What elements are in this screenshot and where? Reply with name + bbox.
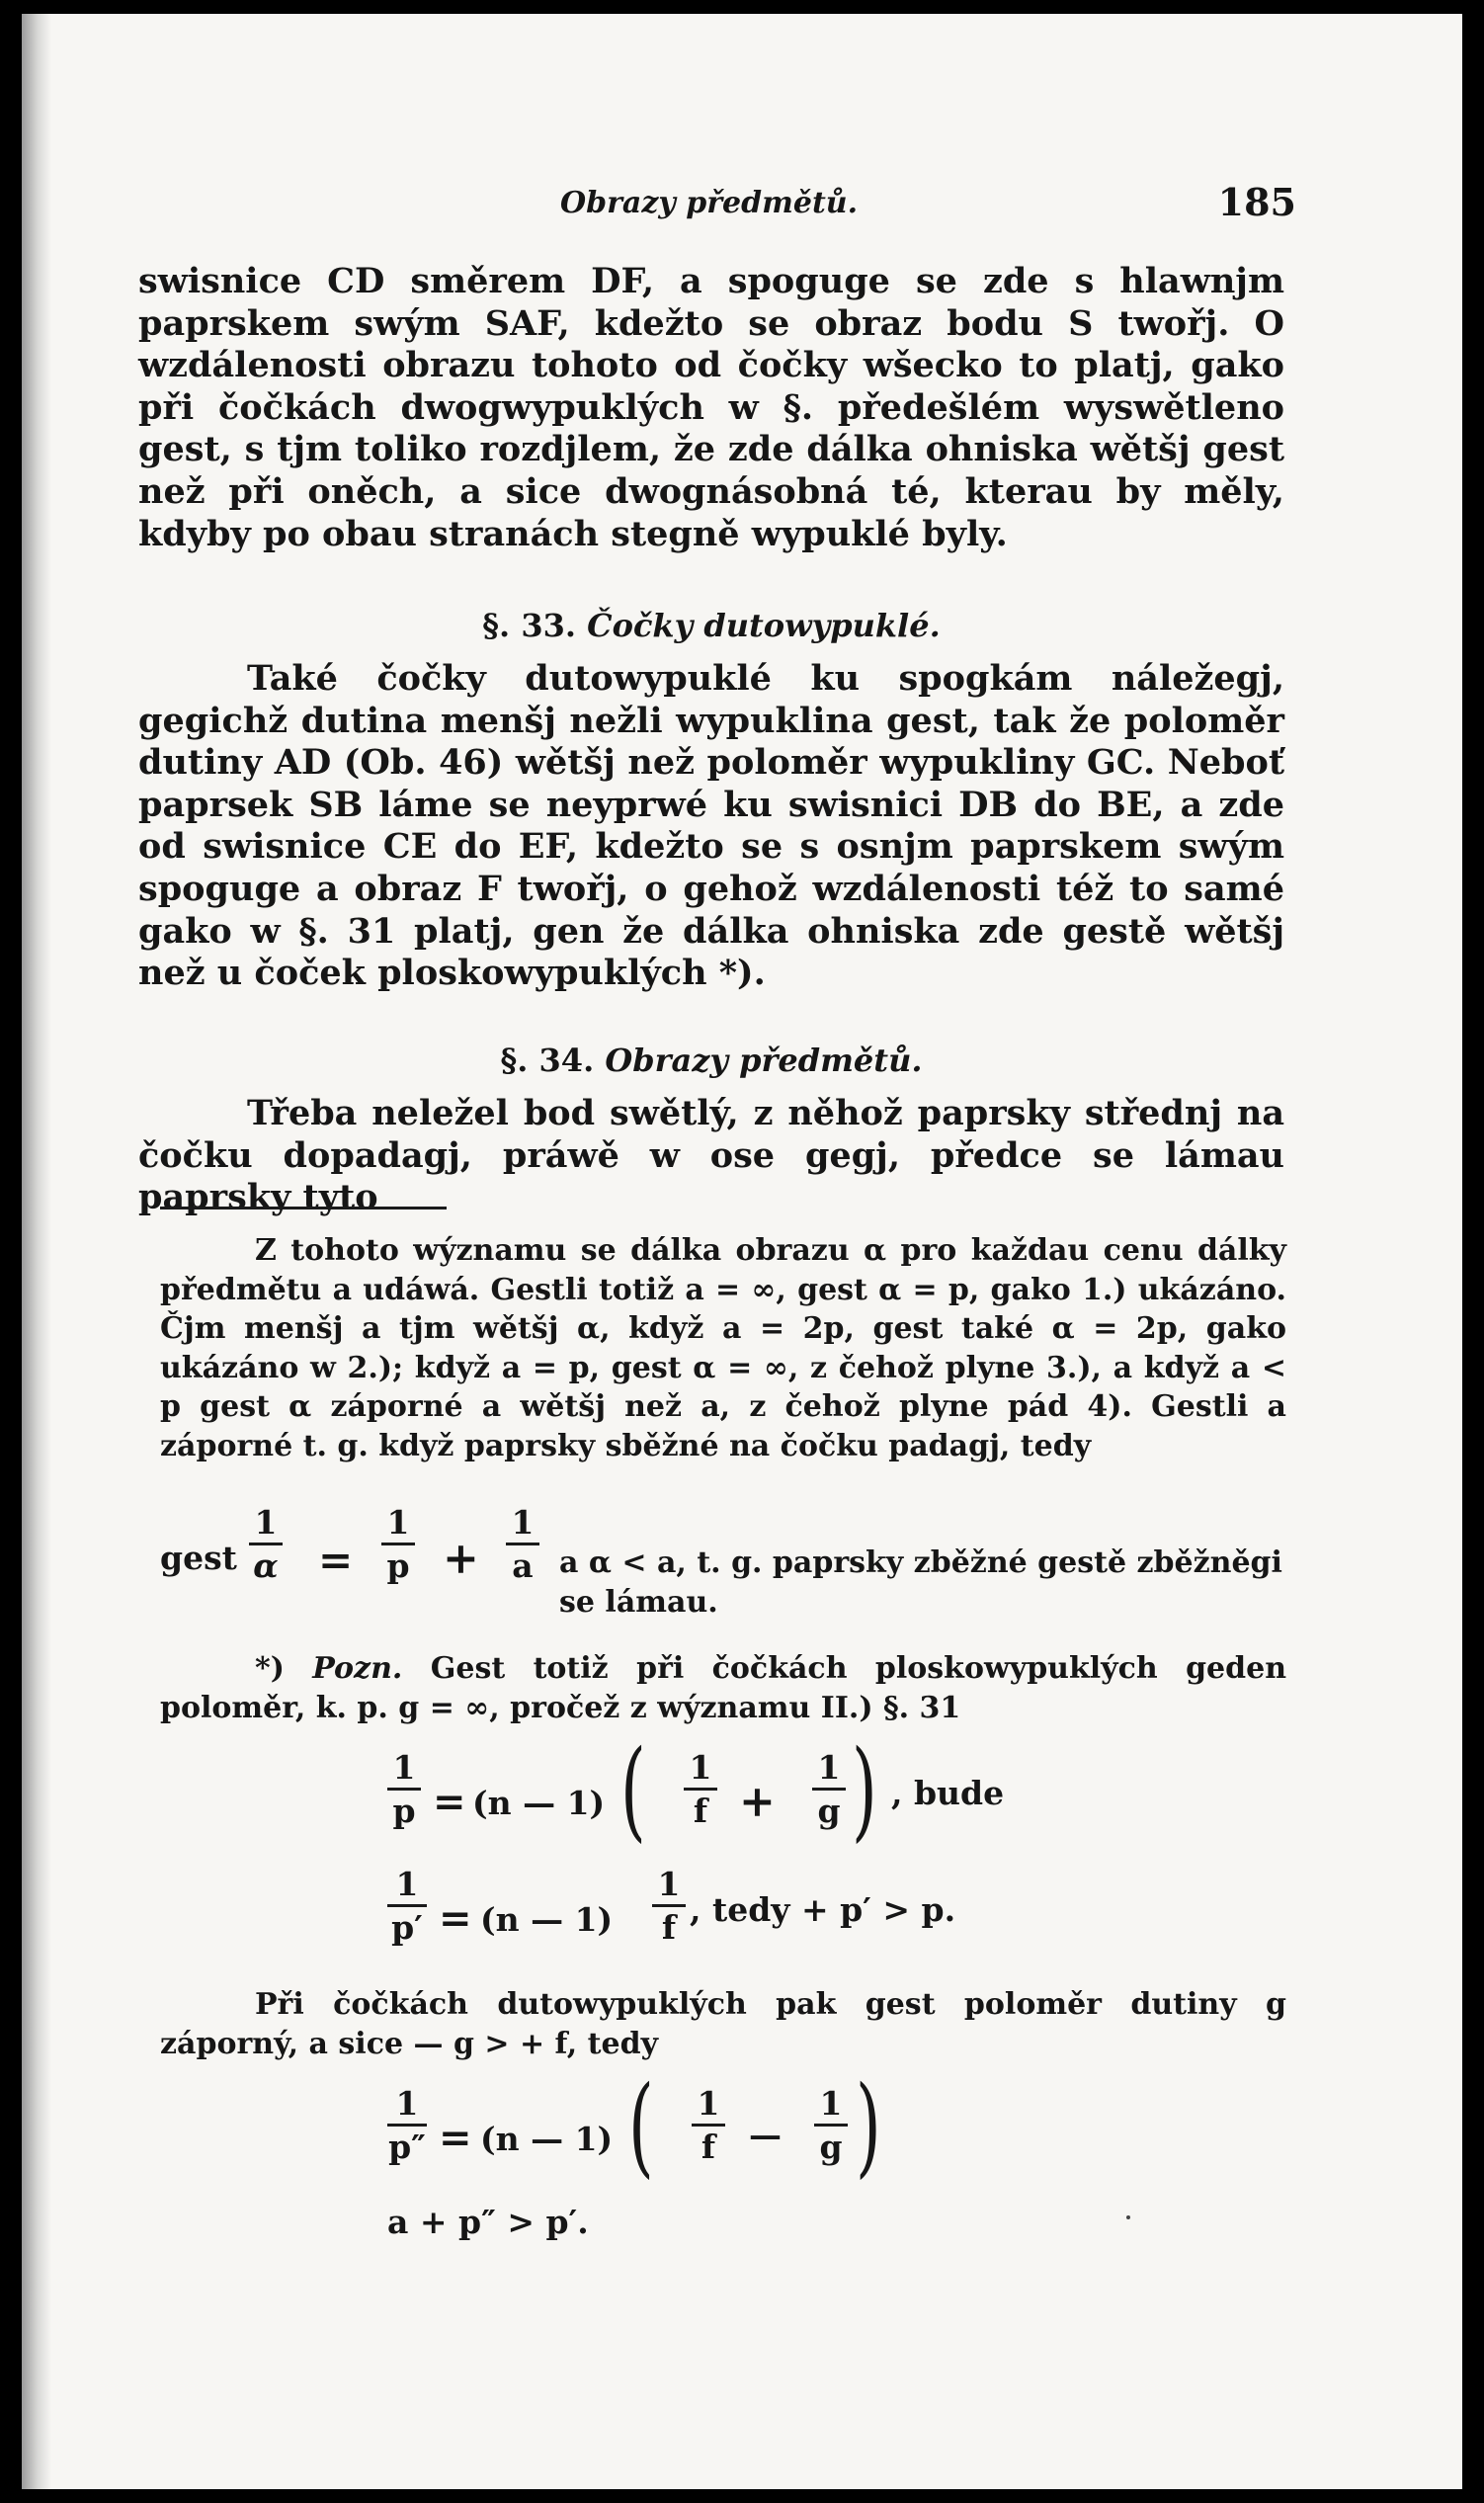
- factor-n-minus-1: (n — 1): [480, 1900, 614, 1939]
- eq-word: gest: [160, 1539, 237, 1577]
- book-page: [22, 14, 1462, 2489]
- paragraph-text: Také čočky dutowypuklé ku spogkám náležegj, gegichž dutina menšj nežli wypuklina gest, tak že poloměr dutiny AD (Ob. 46) wětšj než poloměr wypukliny GC. Neboť paprsek SB láme se neyprwé ku swisnici DB do BE, a zde od swisnice CE do EF, kdežto se s osnjm paprskem swým spoguge a obraz F twořj, o gehož wzdálenosti též to samé gako w §. 31 platj, gen že dálka ohniska zde gestě wětšj než u čoček ploskowypuklých *).: [138, 658, 1284, 994]
- numerator: 1: [697, 2084, 720, 2123]
- numerator: 1: [392, 1748, 416, 1787]
- factor-n-minus-1: (n — 1): [480, 2120, 614, 2158]
- left-paren: (: [628, 2062, 654, 2189]
- denominator: p: [386, 1546, 410, 1585]
- fraction-1-alpha: [249, 1503, 283, 1585]
- fraction-bar: [387, 1904, 427, 1907]
- fraction-bar: [381, 1543, 415, 1545]
- equals-sign: =: [433, 1779, 466, 1825]
- numerator: 1: [395, 1865, 419, 1903]
- eq-text: , bude: [891, 1774, 1005, 1812]
- fraction-1-f: [692, 2084, 725, 2166]
- minus-sign: —: [749, 2116, 782, 2154]
- eq-text: , tedy + p′ > p.: [690, 1890, 956, 1929]
- equation-focal-3: [387, 2062, 1079, 2189]
- denominator: g: [819, 2128, 843, 2166]
- page-spine-shadow: [22, 14, 51, 2489]
- footnote-1: [160, 1231, 1286, 1466]
- eq-text: a α < a, t. g. paprsky zběžné gestě zběžněgi se lámau.: [559, 1545, 1282, 1620]
- denominator: g: [817, 1792, 841, 1830]
- fraction-1-g: [814, 2084, 848, 2166]
- fraction-bar: [814, 2124, 848, 2127]
- section-number: §. 34.: [500, 1042, 595, 1079]
- denominator: f: [701, 2128, 716, 2166]
- footnote-text: [160, 1649, 1286, 1727]
- paragraph-continued: [138, 261, 1284, 555]
- denominator: p: [392, 1792, 416, 1830]
- numerator: 1: [386, 1503, 410, 1542]
- right-paren: ): [852, 1726, 877, 1853]
- footnote-marker: *): [255, 1651, 285, 1686]
- fraction-1-g: [812, 1748, 846, 1830]
- footnote-text: Z tohoto wýznamu se dálka obrazu α pro každau cenu dálky předmětu a udáwá. Gestli totiž a = ∞, gest α = p, gako 1.) ukázáno. Čjm menšj a tjm wětšj α, když a = 2p, gest také α = 2p, gako ukázáno w 2.); když a = p, gest α = ∞, z čehož plyne 3.), a když a < p gest α záporné a wětšj než a, z čehož plyne pád 4). Gestli a záporné t. g. když paprsky sběžné na čočku padagj, tedy: [160, 1233, 1286, 1463]
- footnote-3: [160, 1985, 1286, 2063]
- denominator: p′: [391, 1908, 423, 1947]
- paragraph-section-34: [138, 1093, 1284, 1219]
- section-heading-33: [138, 605, 1284, 647]
- numerator: 1: [511, 1503, 535, 1542]
- fraction-bar: [387, 2124, 427, 2127]
- section-title: Čočky dutowypuklé.: [587, 607, 941, 644]
- fraction-1-f: [652, 1865, 686, 1947]
- section-heading-34: [138, 1040, 1284, 1082]
- denominator: α: [253, 1546, 279, 1585]
- fraction-1-f: [684, 1748, 717, 1830]
- ink-speck: [1126, 2215, 1130, 2219]
- denominator: p″: [388, 2128, 426, 2166]
- left-paren: (: [620, 1726, 646, 1853]
- equation-lens: [160, 1503, 1286, 1620]
- eq-text: a + p″ > p′.: [387, 2203, 589, 2241]
- numerator: 1: [817, 1748, 841, 1787]
- fraction-bar: [684, 1788, 717, 1791]
- fraction-bar: [387, 1788, 421, 1791]
- factor-n-minus-1: (n — 1): [472, 1784, 606, 1822]
- denominator: f: [693, 1792, 708, 1830]
- section-title: Obrazy předmětů.: [605, 1042, 923, 1079]
- plus-sign: +: [739, 1777, 776, 1827]
- denominator: a: [512, 1546, 534, 1585]
- fraction-bar: [692, 2124, 725, 2127]
- right-paren: ): [856, 2062, 881, 2189]
- footnote-rule: [160, 1207, 447, 1210]
- fraction-1-p: [381, 1503, 415, 1585]
- paragraph-section-33: [138, 658, 1284, 995]
- page-header: [121, 180, 1296, 229]
- numerator: 1: [395, 2084, 419, 2123]
- fraction-1-p: [387, 1748, 421, 1830]
- page-number: 185: [1217, 180, 1296, 224]
- section-number: §. 33.: [482, 607, 576, 644]
- equation-focal-2: [387, 1865, 1079, 1966]
- fraction-1-a: [506, 1503, 539, 1585]
- equals-sign: =: [439, 1895, 472, 1942]
- footnote-label: Pozn.: [312, 1651, 403, 1686]
- fraction-bar: [652, 1904, 686, 1907]
- numerator: 1: [254, 1503, 278, 1542]
- running-head: Obrazy předmětů.: [560, 186, 859, 220]
- equation-conclusion: [387, 2203, 980, 2249]
- numerator: 1: [689, 1748, 712, 1787]
- paragraph-text: Třeba neležel bod swětlý, z něhož paprsky střednj na čočku dopadagj, práwě w ose gegj, předce se lámau paprsky tyto: [138, 1093, 1284, 1218]
- equation-focal-1: [387, 1726, 1079, 1853]
- fraction-1-pdd: [387, 2084, 427, 2166]
- numerator: 1: [657, 1865, 681, 1903]
- footnote-body: Gest totiž při čočkách ploskowypuklých geden poloměr, k. p. g = ∞, pročež z wýznamu II.) §. 31: [160, 1651, 1287, 1725]
- paragraph-text: swisnice CD směrem DF, a spoguge se zde s hlawnjm paprskem swým SAF, kdežto se obraz bodu S twořj. O wzdálenosti obrazu tohoto od čočky wšecko to platj, gako při čočkách dwogwypuklých w §. předešlém wyswětleno gest, s tjm toliko rozdjlem, že zde dálka ohniska wětšj gest než při oněch, a sice dwognásobná té, kterau by měly, kdyby po obau stranách stegně wypuklé byly.: [138, 261, 1284, 554]
- equals-sign: =: [318, 1536, 354, 1584]
- fraction-bar: [506, 1543, 539, 1545]
- footnote-text: Při čočkách dutowypuklých pak gest poloměr dutiny g záporný, a sice — g > + f, tedy: [160, 1987, 1286, 2061]
- footnote-2: [160, 1649, 1286, 1727]
- numerator: 1: [819, 2084, 843, 2123]
- fraction-bar: [249, 1543, 283, 1545]
- equals-sign: =: [439, 2115, 472, 2161]
- fraction-bar: [812, 1788, 846, 1791]
- denominator: f: [661, 1908, 677, 1947]
- fraction-1-pprime: [387, 1865, 427, 1947]
- plus-sign: +: [443, 1534, 479, 1584]
